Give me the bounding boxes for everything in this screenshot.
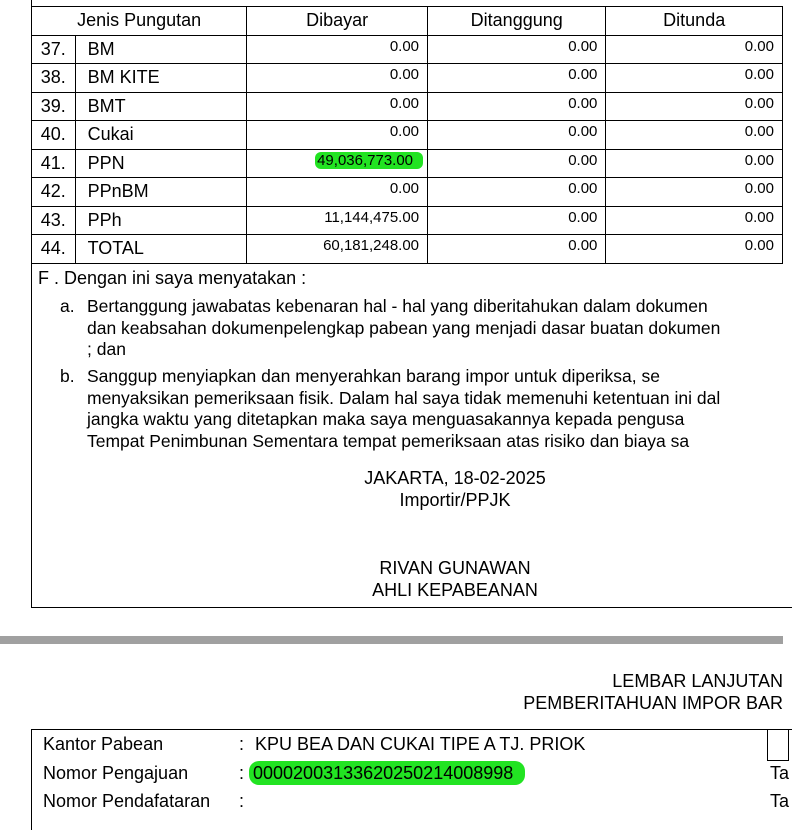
continuation-title: LEMBAR LANJUTAN [612, 671, 783, 691]
row-dibayar-cell [247, 149, 428, 178]
row-ditunda: 0.00 [606, 35, 783, 64]
row-ditanggung: 0.00 [428, 35, 606, 64]
row-number: 42. [32, 178, 76, 207]
row-ditunda: 0.00 [606, 149, 783, 178]
row-dibayar: 0.00 [247, 92, 428, 121]
signature-block-top [255, 467, 655, 511]
item-line: ; dan [87, 339, 126, 359]
table-row [32, 121, 783, 150]
row-dibayar: 0.00 [247, 178, 428, 207]
item-label: b. [60, 366, 75, 386]
row-ditunda: 0.00 [606, 92, 783, 121]
row-name: BM [75, 35, 247, 64]
item-line: menyaksikan pemeriksaan fisik. Dalam hal saya tidak memenuhi ketentuan ini dal [87, 387, 721, 408]
signer-name: RIVAN GUNAWAN [379, 558, 531, 578]
row-dibayar: 0.00 [247, 35, 428, 64]
edge-box [767, 729, 789, 761]
colon: : [239, 791, 245, 811]
row-ditunda: 0.00 [606, 235, 783, 264]
table-row [32, 35, 783, 64]
row-name: PPN [75, 149, 247, 178]
table-row [32, 64, 783, 93]
row-number: 37. [32, 35, 76, 64]
edge-label: Ta [770, 763, 790, 783]
row-ditanggung: 0.00 [428, 235, 606, 264]
header-jenis-pungutan: Jenis Pungutan [32, 7, 247, 36]
ppn-highlight: 49,036,773.00 [315, 152, 423, 169]
nomor-pengajuan-value-wrap [255, 763, 525, 784]
row-dibayar: 11,144,475.00 [247, 206, 428, 235]
row-name: TOTAL [75, 235, 247, 264]
kantor-pabean-value: KPU BEA DAN CUKAI TIPE A TJ. PRIOK [255, 734, 586, 754]
row-number: 38. [32, 64, 76, 93]
row-ditunda: 0.00 [606, 121, 783, 150]
item-line: Bertanggung jawabatas kebenaran hal - hal yang diberitahukan dalam dokumen [87, 296, 708, 316]
row-number: 40. [32, 121, 76, 150]
row-ditunda: 0.00 [606, 64, 783, 93]
row-number: 39. [32, 92, 76, 121]
table-header-row [32, 7, 783, 36]
declaration-title: F . Dengan ini saya menyatakan : [38, 268, 307, 288]
row-ditanggung: 0.00 [428, 64, 606, 93]
edge-label: Ta [770, 791, 790, 811]
signer-role: Importir/PPJK [399, 490, 511, 510]
item-line: Sanggup menyiapkan dan menyerahkan barang impor untuk diperiksa, se [87, 366, 660, 386]
nomor-pengajuan-value: 00002003133620250214008998 [249, 761, 525, 785]
colon: : [239, 734, 245, 754]
header-dibayar: Dibayar [247, 7, 428, 36]
row-ditanggung: 0.00 [428, 206, 606, 235]
item-label: a. [60, 296, 75, 316]
row-ditanggung: 0.00 [428, 121, 606, 150]
row-dibayar: 0.00 [247, 64, 428, 93]
row-dibayar: 0.00 [247, 121, 428, 150]
page-separator [0, 636, 783, 644]
place-date: JAKARTA, 18-02-2025 [364, 468, 546, 488]
row-number: 44. [32, 235, 76, 264]
continuation-subtitle: PEMBERITAHUAN IMPOR BAR [523, 693, 783, 713]
table-row [32, 206, 783, 235]
row-ditunda: 0.00 [606, 178, 783, 207]
header-ditunda: Ditunda [606, 7, 783, 36]
signature-block-bottom [255, 557, 655, 601]
row-name: PPh [75, 206, 247, 235]
row-ditanggung: 0.00 [428, 178, 606, 207]
item-line: jangka waktu yang ditetapkan maka saya menguasakannya kepada pengusa [87, 409, 685, 429]
item-text [87, 366, 807, 452]
row-number: 43. [32, 206, 76, 235]
row-ditanggung: 0.00 [428, 149, 606, 178]
header-ditanggung: Ditanggung [428, 7, 606, 36]
kantor-pabean-label: Kantor Pabean [43, 734, 164, 754]
nomor-pendaftaran-label: Nomor Pendafataran [43, 791, 211, 811]
item-text [87, 296, 807, 361]
table-row [32, 92, 783, 121]
row-number: 41. [32, 149, 76, 178]
signer-title: AHLI KEPABEANAN [372, 580, 538, 600]
nomor-pengajuan-label: Nomor Pengajuan [43, 763, 189, 783]
row-name: Cukai [75, 121, 247, 150]
row-name: BMT [75, 92, 247, 121]
row-ditanggung: 0.00 [428, 92, 606, 121]
tax-table [31, 6, 783, 264]
row-name: PPnBM [75, 178, 247, 207]
table-row [32, 235, 783, 264]
table-row [32, 149, 783, 178]
colon: : [239, 763, 245, 783]
row-ditunda: 0.00 [606, 206, 783, 235]
item-line: Tempat Penimbunan Sementara tempat pemeriksaan atas risiko dan biaya sa [87, 430, 690, 451]
item-line: dan keabsahan dokumenpelengkap pabean yang menjadi dasar buatan dokumen [87, 317, 721, 338]
row-name: BM KITE [75, 64, 247, 93]
row-dibayar: 60,181,248.00 [247, 235, 428, 264]
table-row [32, 178, 783, 207]
